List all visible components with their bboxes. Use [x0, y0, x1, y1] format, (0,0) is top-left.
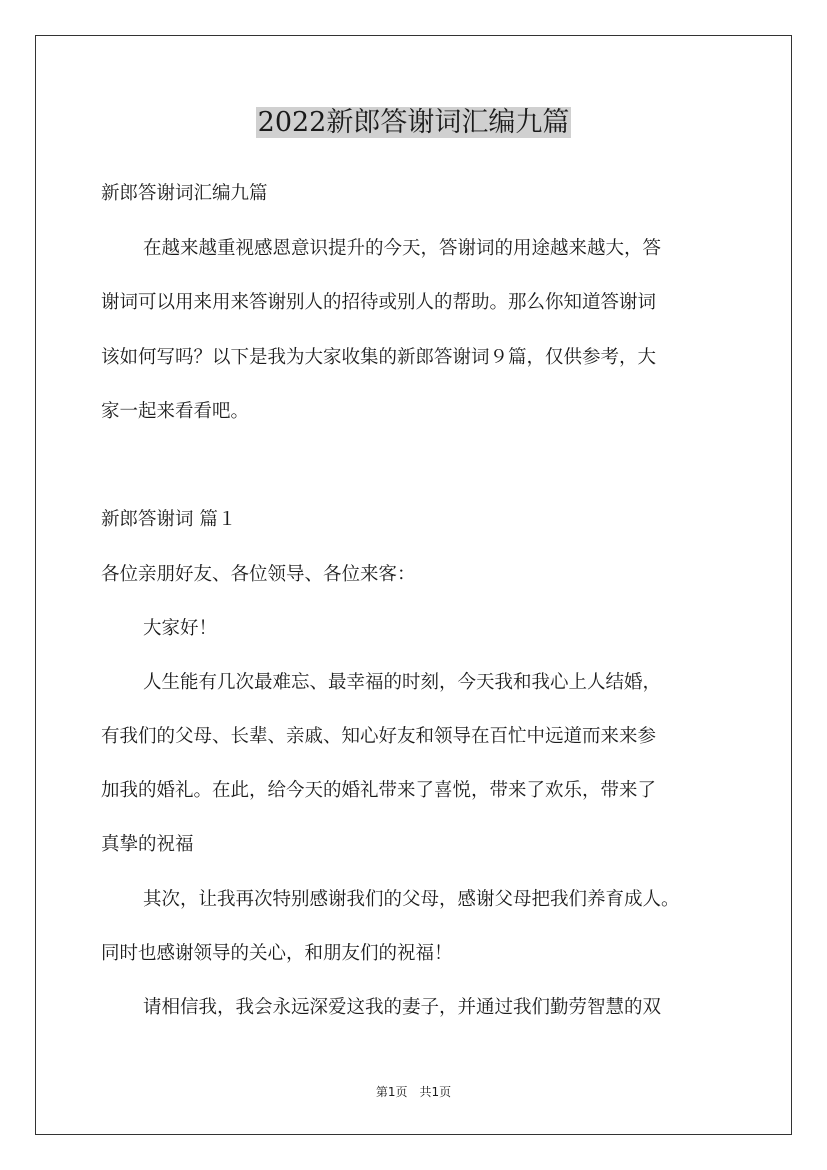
salutation-line: 各位亲朋好友、各位领导、各位来客： [101, 564, 416, 585]
document-title-text: 2022新郎答谢词汇编九篇 [257, 107, 570, 138]
body-line: 同时也感谢领导的关心，和朋友们的祝福！ [101, 943, 453, 964]
body-line: 有我们的父母、长辈、亲戚、知心好友和领导在百忙中远道而来来参 [101, 726, 657, 747]
intro-line: 在越来越重视感恩意识提升的今天，答谢词的用途越来越大，答 [143, 238, 662, 259]
intro-line: 家一起来看看吧。 [101, 401, 250, 422]
greeting-line: 大家好！ [143, 618, 218, 639]
document-title [0, 104, 827, 142]
section-heading: 新郎答谢词 篇１ [101, 509, 237, 530]
intro-line: 该如何写吗？以下是我为大家收集的新郎答谢词９篇，仅供参考，大 [101, 347, 657, 368]
document-subtitle: 新郎答谢词汇编九篇 [101, 183, 268, 204]
body-line: 加我的婚礼。在此，给今天的婚礼带来了喜悦，带来了欢乐，带来了 [101, 780, 657, 801]
body-line: 其次，让我再次特别感谢我们的父母，感谢父母把我们养育成人。 [143, 889, 680, 910]
body-line: 人生能有几次最难忘、最幸福的时刻，今天我和我心上人结婚， [143, 672, 662, 693]
intro-line: 谢词可以用来用来答谢别人的招待或别人的帮助。那么你知道答谢词 [101, 292, 657, 313]
body-line: 请相信我，我会永远深爱这我的妻子，并通过我们勤劳智慧的双 [143, 997, 662, 1018]
body-line: 真挚的祝福 [101, 834, 194, 855]
page-footer: 第1页 共1页 [375, 1085, 452, 1099]
